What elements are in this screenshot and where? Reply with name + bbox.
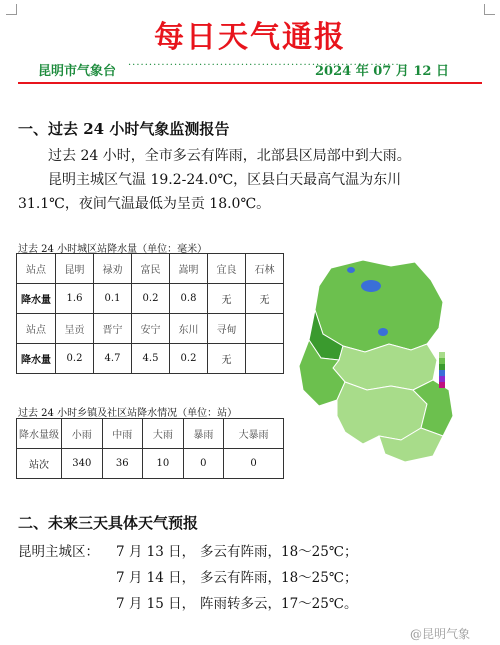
station-name: 富民 bbox=[132, 254, 170, 284]
rain-label: 降水量 bbox=[17, 284, 56, 314]
temperature-line: 昆明主城区气温 19.2-24.0℃，区县白天最高气温为东川 bbox=[48, 172, 402, 188]
rain-value: 1.6 bbox=[56, 284, 94, 314]
station-name: 呈贡 bbox=[56, 314, 94, 344]
rain-table-caption: 过去 24 小时城区站降水量（单位：毫米） bbox=[18, 244, 208, 255]
forecast-date: 7 月 13 日， bbox=[116, 544, 196, 560]
grade-name: 小雨 bbox=[62, 419, 103, 449]
rain-value: 无 bbox=[208, 284, 246, 314]
forecast-area-label: 昆明主城区： bbox=[18, 544, 99, 560]
station-label: 站点 bbox=[17, 254, 56, 284]
station-rain-table bbox=[16, 253, 284, 374]
rain-value: 0.2 bbox=[56, 344, 94, 374]
station-name: 寻甸 bbox=[208, 314, 246, 344]
rain-value: 0.1 bbox=[94, 284, 132, 314]
map-heavy-rain-spot bbox=[378, 328, 388, 336]
rain-grade-table bbox=[16, 418, 284, 479]
grade-count: 0 bbox=[224, 449, 284, 479]
station-name: 昆明 bbox=[56, 254, 94, 284]
station-name: 石林 bbox=[246, 254, 284, 284]
watermark: @昆明气象 bbox=[410, 627, 471, 641]
temperature-line-cont: 31.1℃，夜间气温最低为呈贡 18.0℃。 bbox=[18, 196, 271, 212]
map-heavy-rain-spot bbox=[347, 267, 355, 273]
rain-value: 无 bbox=[208, 344, 246, 374]
station-name: 嵩明 bbox=[170, 254, 208, 284]
summary-line: 过去 24 小时，全市多云有阵雨，北部县区局部中到大雨。 bbox=[48, 148, 411, 164]
org-name: 昆明市气象台 bbox=[38, 64, 117, 79]
forecast-text: 多云有阵雨，18～25℃； bbox=[200, 544, 358, 560]
rain-value bbox=[246, 344, 284, 374]
grade-name: 大雨 bbox=[143, 419, 184, 449]
grade-count: 340 bbox=[62, 449, 103, 479]
forecast-date: 7 月 14 日， bbox=[116, 570, 196, 586]
station-name: 宜良 bbox=[208, 254, 246, 284]
station-name: 东川 bbox=[170, 314, 208, 344]
report-date: 2024 年 07 月 12 日 bbox=[315, 64, 449, 79]
station-label: 站点 bbox=[17, 314, 56, 344]
forecast-text: 多云有阵雨，18～25℃； bbox=[200, 570, 358, 586]
grade-count: 10 bbox=[143, 449, 184, 479]
precipitation-map bbox=[293, 240, 463, 480]
station-name: 晋宁 bbox=[94, 314, 132, 344]
forecast-text: 阵雨转多云，17～25℃。 bbox=[200, 596, 358, 612]
map-legend bbox=[439, 352, 445, 388]
grade-head-label: 降水量级 bbox=[17, 419, 62, 449]
report-title: 每日天气通报 bbox=[154, 20, 346, 55]
station-name: 禄劝 bbox=[94, 254, 132, 284]
grade-name: 大暴雨 bbox=[224, 419, 284, 449]
rain-value: 4.5 bbox=[132, 344, 170, 374]
map-heavy-rain-spot bbox=[361, 280, 381, 292]
map-region-north bbox=[315, 260, 443, 352]
station-name: 安宁 bbox=[132, 314, 170, 344]
header-dotted-leader: ································································· bbox=[128, 60, 400, 71]
grade-count: 0 bbox=[183, 449, 224, 479]
section-heading-forecast: 二、未来三天具体天气预报 bbox=[18, 514, 199, 532]
header-divider bbox=[18, 82, 482, 84]
count-label: 站次 bbox=[17, 449, 62, 479]
grade-name: 暴雨 bbox=[183, 419, 224, 449]
section-heading-monitoring: 一、过去 24 小时气象监测报告 bbox=[18, 120, 230, 138]
grade-table-caption: 过去 24 小时乡镇及社区站降水情况（单位：站） bbox=[18, 408, 238, 419]
rain-value: 0.2 bbox=[170, 344, 208, 374]
rain-label: 降水量 bbox=[17, 344, 56, 374]
rain-value: 0.2 bbox=[132, 284, 170, 314]
grade-name: 中雨 bbox=[102, 419, 143, 449]
station-name bbox=[246, 314, 284, 344]
rain-value: 4.7 bbox=[94, 344, 132, 374]
rain-value: 无 bbox=[246, 284, 284, 314]
precipitation-map-graphic bbox=[293, 240, 463, 480]
grade-count: 36 bbox=[102, 449, 143, 479]
rain-value: 0.8 bbox=[170, 284, 208, 314]
forecast-date: 7 月 15 日， bbox=[116, 596, 196, 612]
